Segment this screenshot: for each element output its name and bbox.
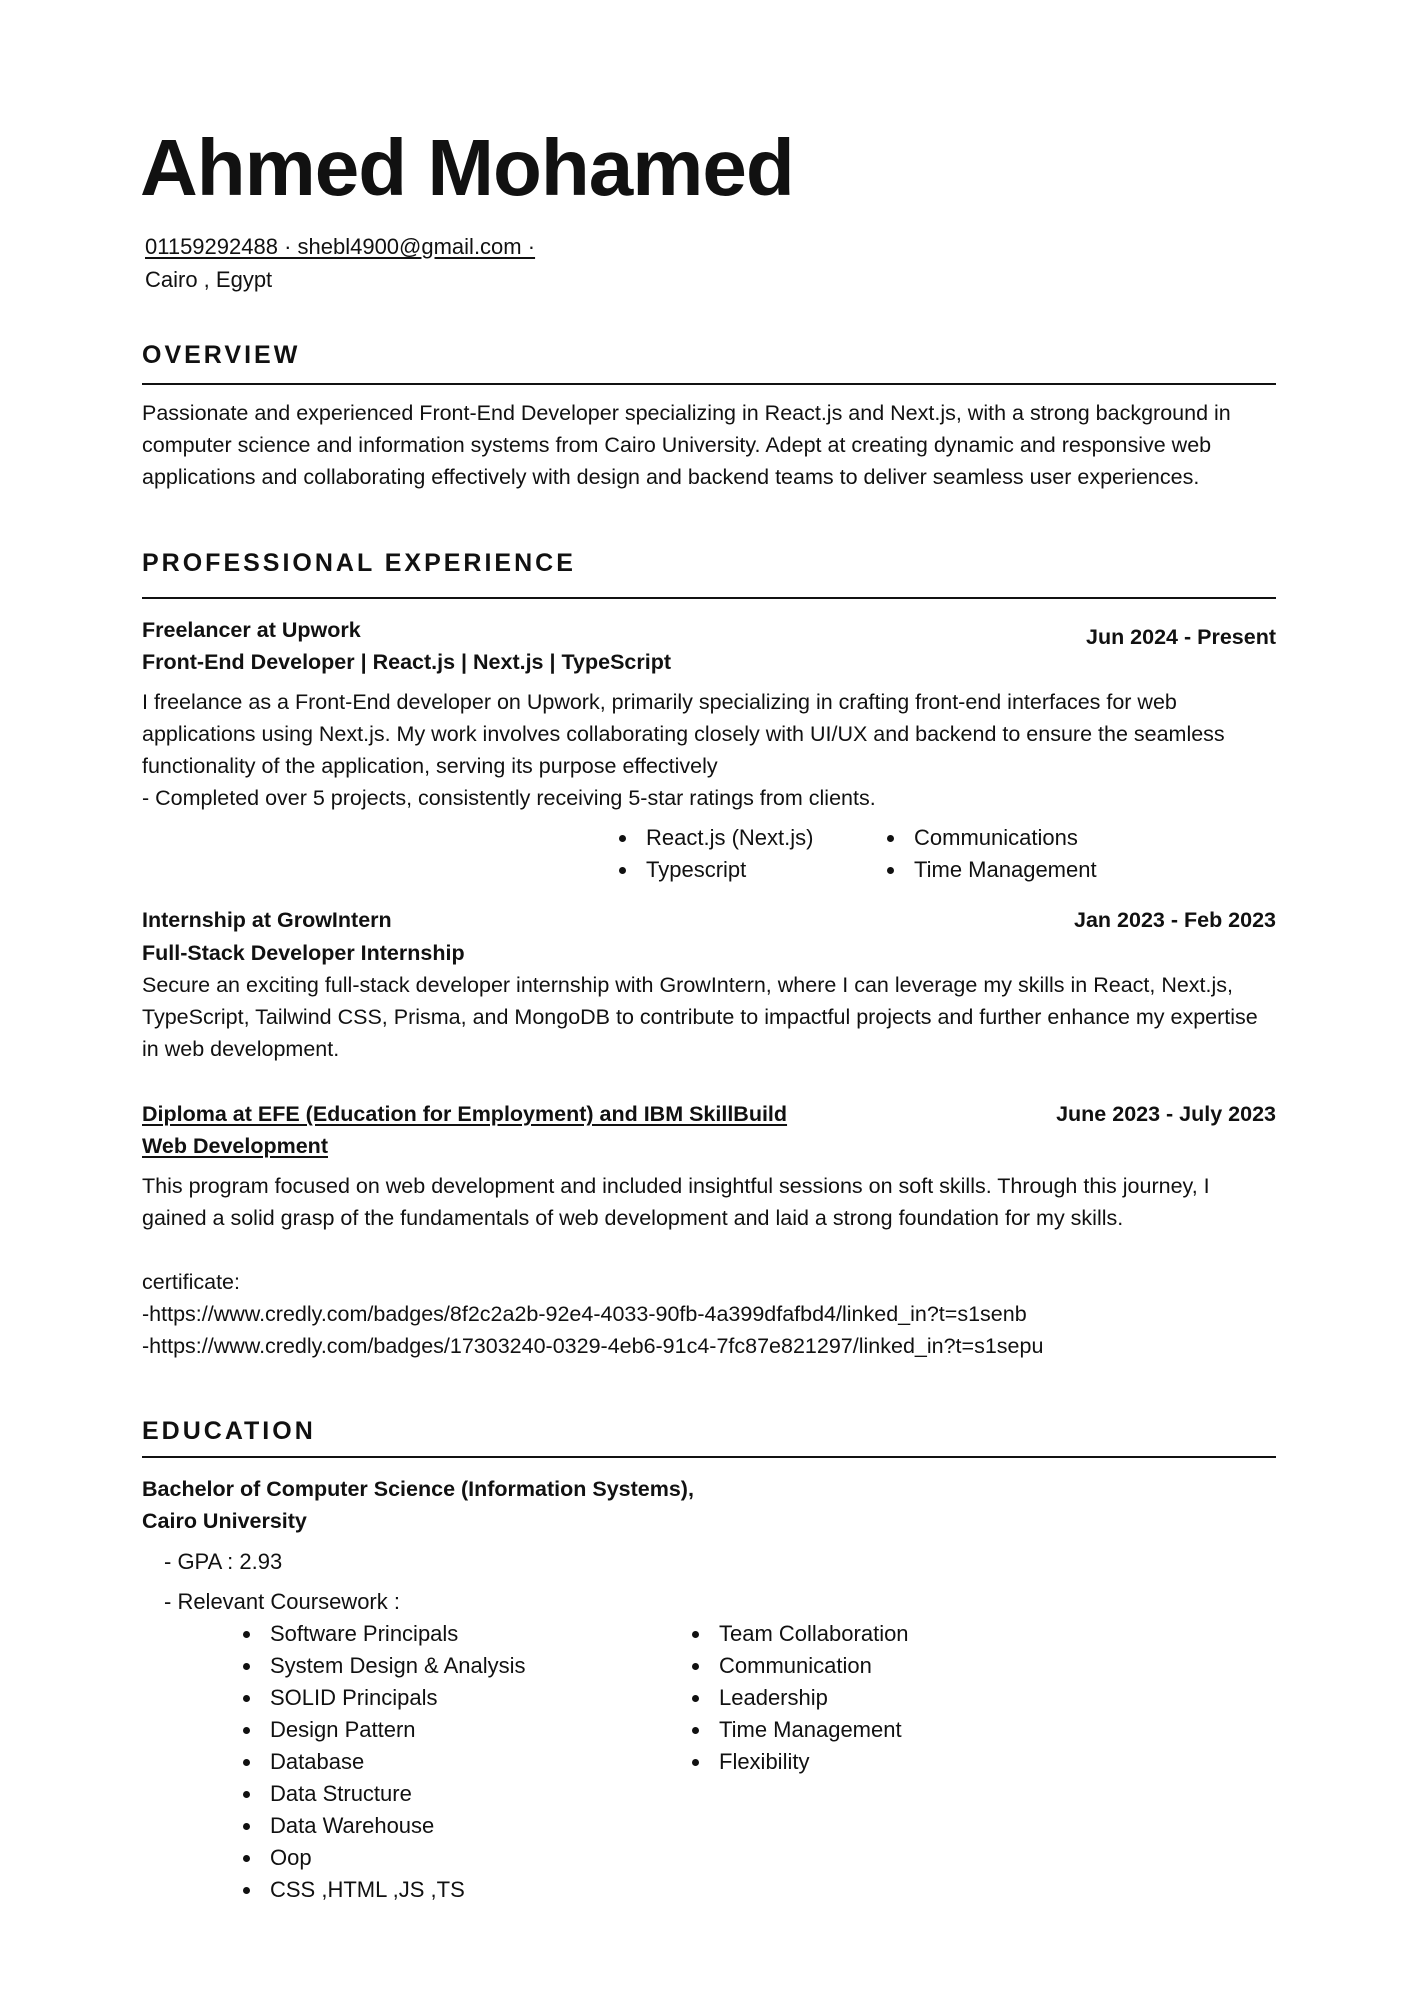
job-dates: June 2023 - July 2023 xyxy=(1056,1102,1276,1126)
job-subtitle-link[interactable]: Web Development xyxy=(142,1134,328,1158)
list-item: System Design & Analysis xyxy=(240,1650,526,1682)
job-efe-subtitle xyxy=(142,1130,1276,1162)
job-upwork-skills-col2 xyxy=(884,822,1097,886)
job-growintern-subtitle: Full-Stack Developer Internship xyxy=(142,941,465,965)
list-item: Software Principals xyxy=(240,1618,526,1650)
education-degree: Bachelor of Computer Science (Information Systems), xyxy=(142,1477,694,1501)
contact-line[interactable]: 01159292488 · shebl4900@gmail.com · xyxy=(145,234,536,259)
overview-divider xyxy=(142,383,1276,385)
education-gpa: - GPA : 2.93 xyxy=(164,1549,283,1574)
list-item: Communications xyxy=(884,822,1097,854)
education-divider xyxy=(142,1456,1276,1458)
certificate-link-1[interactable]: -https://www.credly.com/badges/8f2c2a2b-92e4-4033-90fb-4a399dfafbd4/linked_in?t=s1senb xyxy=(142,1302,1027,1326)
list-item: Flexibility xyxy=(689,1746,909,1778)
job-upwork-description: I freelance as a Front-End developer on Upwork, primarily specializing in crafting front-end interfaces for web applications using Next.js. My work involves collaborating closely with UI/UX and backend to ensure the seamless functionality of the application, serving its purpose effectively xyxy=(142,690,1225,778)
job-efe-description: This program focused on web development and included insightful sessions on soft skills. Through this journey, I gained a solid grasp of the fundamentals of web development and laid a strong foundation for my skills. xyxy=(142,1174,1210,1230)
job-upwork-header xyxy=(142,614,1276,649)
certificate-label: certificate: xyxy=(142,1270,240,1294)
education-heading: EDUCATION xyxy=(142,1417,316,1445)
job-title: Internship at GrowIntern xyxy=(142,908,392,932)
job-growintern-header xyxy=(142,904,1276,936)
list-item: Team Collaboration xyxy=(689,1618,909,1650)
certificate-link-2[interactable]: -https://www.credly.com/badges/17303240-0329-4eb6-91c4-7fc87e821297/linked_in?t=s1sepu xyxy=(142,1334,1044,1358)
experience-divider xyxy=(142,597,1276,599)
list-item: Design Pattern xyxy=(240,1714,526,1746)
job-growintern-description: Secure an exciting full-stack developer internship with GrowIntern, where I can leverage my skills in React, Next.js, TypeScript, Tailwind CSS, Prisma, and MongoDB to contribute to impactful projects and further enhance my expertise in web development. xyxy=(142,973,1258,1061)
list-item: Time Management xyxy=(884,854,1097,886)
list-item: React.js (Next.js) xyxy=(616,822,813,854)
education-school: Cairo University xyxy=(142,1509,307,1533)
list-item: Data Structure xyxy=(240,1778,526,1810)
experience-heading: PROFESSIONAL EXPERIENCE xyxy=(142,549,576,577)
job-title: Freelancer at Upwork xyxy=(142,618,361,642)
job-efe-header xyxy=(142,1098,1276,1130)
list-item: Communication xyxy=(689,1650,909,1682)
list-item: Leadership xyxy=(689,1682,909,1714)
list-item: Time Management xyxy=(689,1714,909,1746)
list-item: SOLID Principals xyxy=(240,1682,526,1714)
job-upwork-note: - Completed over 5 projects, consistently receiving 5-star ratings from clients. xyxy=(142,786,876,810)
contact-info xyxy=(145,230,535,296)
coursework-col1 xyxy=(240,1618,526,1906)
list-item: Data Warehouse xyxy=(240,1810,526,1842)
overview-heading: OVERVIEW xyxy=(142,341,301,369)
candidate-name: Ahmed Mohamed xyxy=(140,123,794,212)
coursework-label: - Relevant Coursework : xyxy=(164,1589,400,1614)
list-item: Oop xyxy=(240,1842,526,1874)
job-upwork-subtitle: Front-End Developer | React.js | Next.js | TypeScript xyxy=(142,650,671,674)
coursework-col2 xyxy=(689,1618,909,1778)
list-item: Database xyxy=(240,1746,526,1778)
job-dates: Jun 2024 - Present xyxy=(1085,625,1276,649)
location: Cairo , Egypt xyxy=(145,267,273,292)
job-upwork-skills-col1 xyxy=(616,822,813,886)
job-title-link[interactable]: Diploma at EFE (Education for Employment) and IBM SkillBuild xyxy=(142,1102,788,1126)
overview-text: Passionate and experienced Front-End Developer specializing in React.js and Next.js, with a strong background in computer science and information systems from Cairo University. Adept at creating dynamic and responsive web applications and collaborating effectively with design and backend teams to deliver seamless user experiences. xyxy=(142,401,1231,489)
job-dates: Jan 2023 - Feb 2023 xyxy=(1074,908,1276,932)
list-item: Typescript xyxy=(616,854,813,886)
list-item: CSS ,HTML ,JS ,TS xyxy=(240,1874,526,1906)
